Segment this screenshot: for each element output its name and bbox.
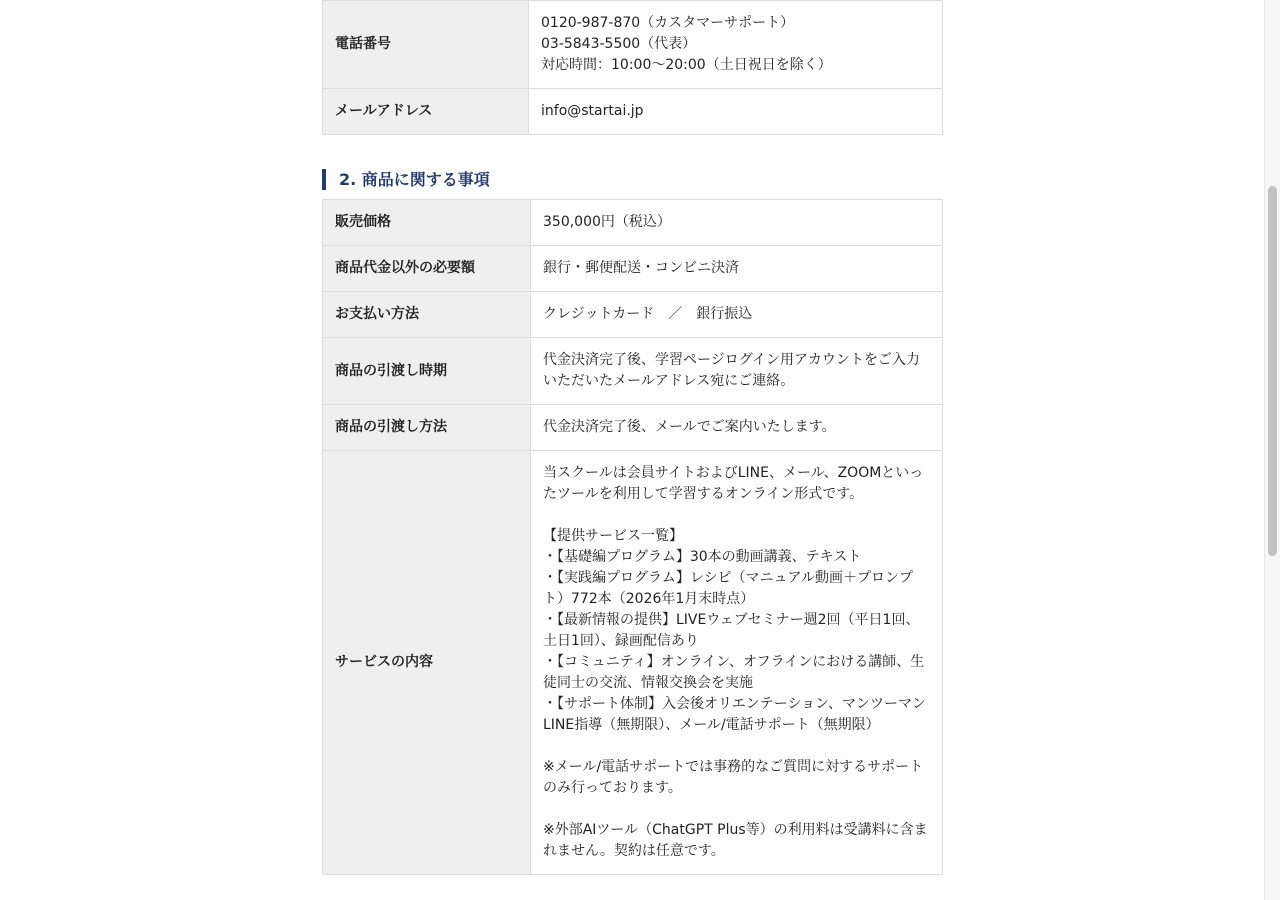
seller-info-table	[322, 0, 943, 135]
table-row	[323, 292, 943, 338]
table-row	[323, 200, 943, 246]
row-label-delivery-time: 商品の引渡し時期	[323, 338, 531, 405]
row-value-phone	[529, 1, 943, 89]
row-label-payment-method: お支払い方法	[323, 292, 531, 338]
scrollbar-thumb[interactable]	[1268, 186, 1277, 556]
service-item-basic: ・【基礎編プログラム】30本の動画講義、テキスト	[543, 549, 862, 565]
service-item-community: ・【コミュニティ】オンライン、オフラインにおける講師、生徒同士の交流、情報交換会を実施	[543, 654, 925, 691]
extra-fees-text: 銀行・郵便配送・コンビニ決済	[543, 260, 739, 276]
price-text: 350,000円（税込）	[543, 214, 671, 230]
email-text: info@startai.jp	[541, 103, 644, 119]
delivery-time-text: 代金決済完了後、学習ページログイン用アカウントをご入力いただいたメールアドレス宛にご連絡。	[543, 352, 920, 389]
service-list-heading: 【提供サービス一覧】	[543, 528, 683, 544]
content-area	[322, 0, 943, 875]
spacer	[543, 799, 930, 820]
delivery-method-text: 代金決済完了後、メールでご案内いたします。	[543, 419, 836, 435]
table-row	[323, 246, 943, 292]
table-row	[323, 338, 943, 405]
row-value-email	[529, 89, 943, 135]
phone-hours-line: 対応時間：10:00〜20:00（土日祝日を除く）	[541, 57, 832, 73]
row-label-phone: 電話番号	[323, 1, 529, 89]
row-label-price: 販売価格	[323, 200, 531, 246]
section-heading-products: 2. 商品に関する事項	[322, 169, 943, 190]
table-row	[323, 405, 943, 451]
row-value-price	[531, 200, 943, 246]
row-label-delivery-method: 商品の引渡し方法	[323, 405, 531, 451]
phone-main-line: 03-5843-5500（代表）	[541, 36, 697, 52]
service-item-support: ・【サポート体制】入会後オリエンテーション、マンツーマンLINE指導（無期限）、メール/電話サポート（無期限）	[543, 696, 927, 733]
table-row	[323, 89, 943, 135]
table-row	[323, 451, 943, 875]
service-intro: 当スクールは会員サイトおよびLINE、メール、ZOOMといったツールを利用して学習するオンライン形式です。	[543, 465, 924, 502]
row-label-service-content: サービスの内容	[323, 451, 531, 875]
table-row	[323, 1, 943, 89]
row-label-extra-fees: 商品代金以外の必要額	[323, 246, 531, 292]
row-value-extra-fees	[531, 246, 943, 292]
row-label-email: メールアドレス	[323, 89, 529, 135]
product-info-table	[322, 199, 943, 875]
vertical-scrollbar[interactable]	[1264, 0, 1280, 900]
row-value-delivery-method	[531, 405, 943, 451]
row-value-delivery-time	[531, 338, 943, 405]
service-note-support: ※メール/電話サポートでは事務的なご質問に対するサポートのみ行っております。	[543, 759, 924, 796]
row-value-service-content	[531, 451, 943, 875]
service-item-practice: ・【実践編プログラム】レシピ（マニュアル動画＋プロンプト）772本（2026年1月末時点）	[543, 570, 913, 607]
service-note-external-tools: ※外部AIツール（ChatGPT Plus等）の利用料は受講料に含まれません。契約は任意です。	[543, 822, 928, 859]
phone-support-line: 0120-987-870（カスタマーサポート）	[541, 15, 795, 31]
payment-method-text: クレジットカード ／ 銀行振込	[543, 306, 753, 322]
spacer	[543, 736, 930, 757]
spacer	[543, 505, 930, 526]
service-item-latest-info: ・【最新情報の提供】LIVEウェブセミナー週2回（平日1回、土日1回）、録画配信あり	[543, 612, 920, 649]
row-value-payment-method	[531, 292, 943, 338]
